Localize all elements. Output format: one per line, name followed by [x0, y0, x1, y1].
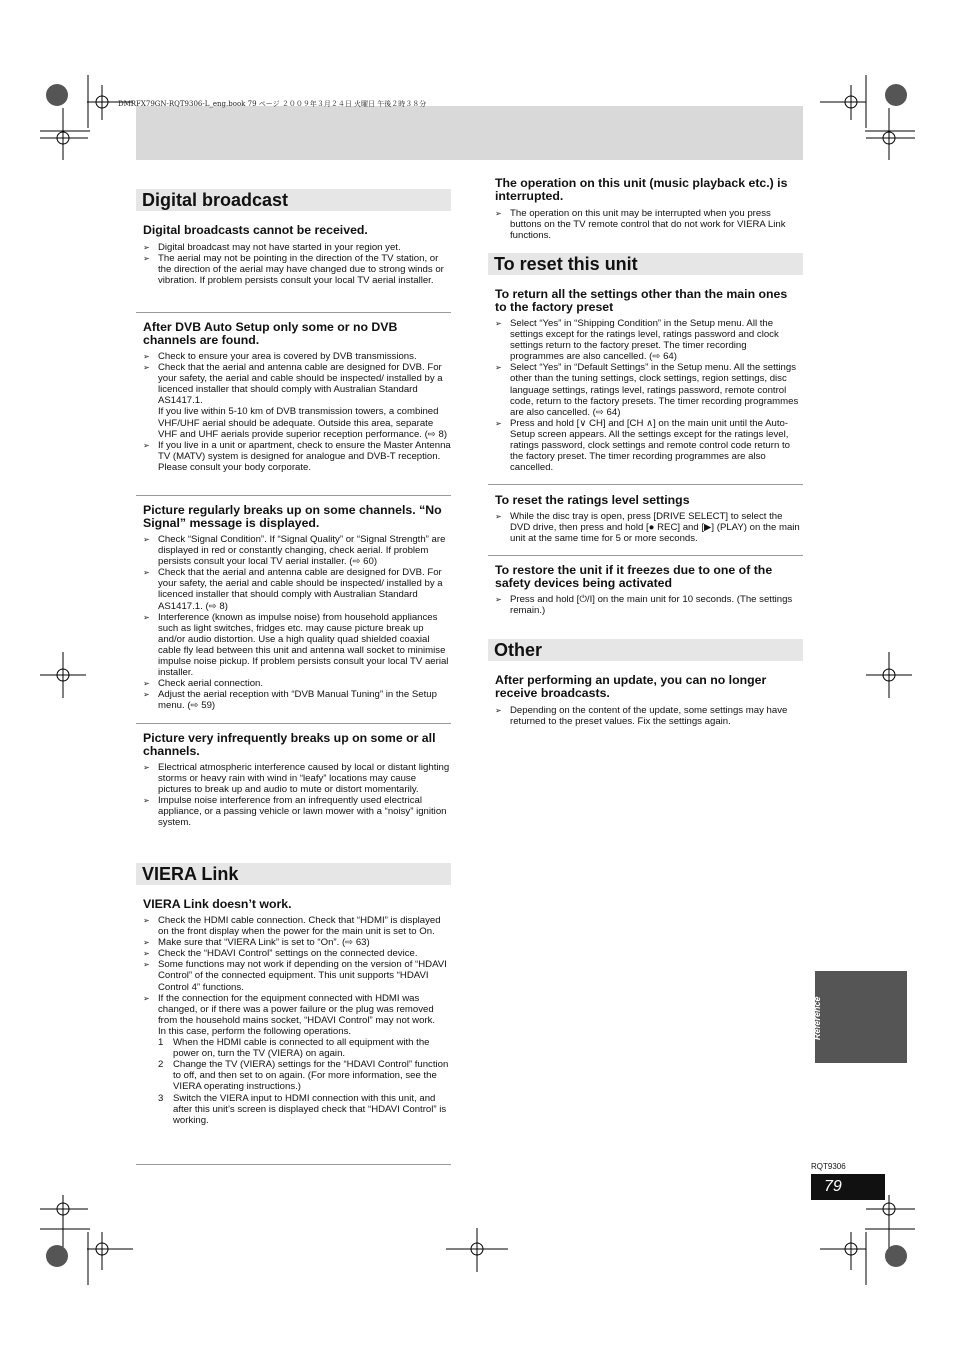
list-item-text: ➢ Check that the aerial and antenna cable are designed for DVB. For your safety, the aerial and cable should be inspected/ installed by a licenced installer that should comply with Australian Standard AS1417.1.	[158, 362, 443, 407]
header-band	[136, 106, 803, 160]
divider	[136, 495, 451, 496]
list-item: ➢ Adjust the aerial reception with “DVB Manual Tuning” in the Setup menu. (⇨ 59)	[143, 689, 451, 711]
list-item: ➢ Select “Yes” in “Default Settings” in the Setup menu. All the settings other than the tuning settings, clock settings, region settings, disc language settings, ratings level, ratings password, remote control code, return to the factory presets. The timer recording programmes are also cancelled. (⇨ 64)	[495, 362, 802, 417]
factory-preset-title: To return all the settings other than the main ones to the factory preset	[495, 287, 788, 314]
list-item-text: If you live within 5-10 km of DVB transmission towers, a combined VHF/UHF aerial should be adequate. Outside this area, separate VHF and UHF aerials provide superior reception performance. (⇨ 8)	[158, 406, 448, 440]
list-item: ➢ Depending on the content of the update, some settings may have returned to the preset values. Fix the settings again.	[495, 705, 802, 727]
picture-infrequent-list	[143, 762, 451, 829]
divider	[136, 312, 451, 313]
section-other-title: Other	[488, 639, 803, 661]
divider	[136, 1164, 451, 1165]
step-text: Switch the VIERA input to HDMI connection with this unit, and after this unit’s screen is displayed check that “HDAVI Control” is working.	[173, 1092, 447, 1126]
step-item	[158, 1093, 451, 1126]
list-item: ➢ Check that the aerial and antenna cable are designed for DVB. For your safety, the aerial and cable should be inspected/ installed by a licenced installer that should comply with Australian Standard AS1417.1. (⇨ 8)	[143, 567, 451, 611]
list-item: ➢ Electrical atmospheric interference caused by local or distant lighting storms or heavy rain with wind in “leafy” locations may cause pictures to break up and audio to mute or distort momentarily.	[143, 762, 451, 795]
file-header: DMRFX79GN-RQT9306-L_eng.book 79 ページ ２００９年３月２４日 火曜日 午後２時３８分	[118, 100, 427, 108]
dvb-auto-setup-title: After DVB Auto Setup only some or no DVB channels are found.	[143, 320, 398, 347]
list-item	[143, 362, 451, 440]
list-item: ➢ Some functions may not work if depending on the version of “HDAVI Control” of the connected equipment. This unit supports “HDAVI Control 4” functions.	[143, 959, 451, 992]
viera-not-working-title: VIERA Link doesn’t work.	[143, 897, 292, 911]
list-item: ➢ If you live in a unit or apartment, check to ensure the Master Antenna TV (MATV) system is designed for analogue and DVB-T reception. Please consult your body corporate.	[143, 440, 451, 473]
list-item: ➢ Check the HDMI cable connection. Check that “HDMI” is displayed on the front display when the power for the main unit is set to On.	[143, 915, 451, 937]
list-item: ➢ Check to ensure your area is covered by DVB transmissions.	[143, 351, 451, 362]
list-item: ➢ Impulse noise interference from an infrequently used electrical appliance, or a passing vehicle or lawn mower with a “noisy” ignition system.	[143, 795, 451, 828]
section-reset-title: To reset this unit	[488, 253, 803, 275]
list-item: ➢ The operation on this unit may be interrupted when you press buttons on the TV remote control that do not work for VIERA Link functions.	[495, 208, 802, 241]
list-item: ➢ Digital broadcast may not have started in your region yet.	[143, 242, 451, 253]
list-item: ➢ The aerial may not be pointing in the direction of the TV station, or the direction of the aerial may have changed due to strong winds or vibration. If problem persists consult your local TV aerial installer.	[143, 253, 451, 286]
list-item-text: In this case, perform the following operations.	[158, 1025, 352, 1037]
after-update-list	[495, 705, 802, 727]
reference-tab-label: Reference	[812, 996, 822, 1040]
factory-preset-list	[495, 318, 802, 473]
viera-not-working-list	[143, 915, 451, 1126]
list-item: ➢ Check the “HDAVI Control” settings on the connected device.	[143, 948, 451, 959]
list-item: ➢ Make sure that “VIERA Link” is set to “On”. (⇨ 63)	[143, 937, 451, 948]
freeze-restore-list	[495, 594, 802, 616]
step-number: 1	[158, 1037, 164, 1049]
digital-no-reception-title: Digital broadcasts cannot be received.	[143, 223, 368, 237]
freeze-restore-title: To restore the unit if it freezes due to one of the safety devices being activated	[495, 563, 773, 590]
ratings-reset-list	[495, 511, 802, 544]
list-item: ➢ Check aerial connection.	[143, 678, 451, 689]
dvb-auto-setup-list	[143, 351, 451, 473]
list-item	[143, 993, 451, 1126]
section-digital-broadcast-title: Digital broadcast	[136, 189, 451, 211]
viera-steps	[158, 1037, 451, 1126]
picture-breaks-up-title: Picture regularly breaks up on some channels. “No Signal” message is displayed.	[143, 503, 442, 530]
picture-infrequent-title: Picture very infrequently breaks up on some or all channels.	[143, 731, 436, 758]
operation-interrupted-title: The operation on this unit (music playback etc.) is interrupted.	[495, 176, 788, 203]
list-item: ➢ Check “Signal Condition”. If “Signal Quality” or “Signal Strength” are displayed in red or constantly changing, check aerial. If problem persists consult your local TV aerial installer. (⇨ 60)	[143, 534, 451, 567]
list-item: ➢ Press and hold [⏻/I] on the main unit for 10 seconds. (The settings remain.)	[495, 594, 802, 616]
reference-tab	[815, 971, 907, 1063]
step-item	[158, 1059, 451, 1092]
divider	[488, 484, 803, 485]
digital-no-reception-list	[143, 242, 451, 286]
list-item: ➢ Interference (known as impulse noise) from household appliances such as light switches, fridges etc. may cause picture break up and/or audio distortion. Use a high quality quad shielded coaxial cable fly lead between this unit and antenna wall socket to minimise impulse noise pickup. If problem persists consult your local TV aerial installer.	[143, 612, 451, 679]
list-item: ➢ Press and hold [∨ CH] and [CH ∧] on the main unit until the Auto-Setup screen appears. All the settings except for the ratings level, ratings password, clock settings and remote control code return to the factory preset. The timer recording programmes are also cancelled.	[495, 418, 802, 473]
step-number: 3	[158, 1092, 164, 1104]
divider	[136, 723, 451, 724]
step-item	[158, 1037, 451, 1059]
operation-interrupted-list	[495, 208, 802, 241]
ratings-reset-title: To reset the ratings level settings	[495, 493, 690, 507]
step-number: 2	[158, 1059, 164, 1071]
list-item: ➢ While the disc tray is open, press [DRIVE SELECT] to select the DVD drive, then press and hold [● REC] and [▶] (PLAY) on the main unit at the same time for 5 or more seconds.	[495, 511, 802, 544]
page-number: 79	[811, 1174, 885, 1200]
after-update-title: After performing an update, you can no longer receive broadcasts.	[495, 673, 767, 700]
picture-breaks-up-list	[143, 534, 451, 712]
section-viera-link-title: VIERA Link	[136, 863, 451, 885]
step-text: Change the TV (VIERA) settings for the “HDAVI Control” function to off, and then set to on again. (For more information, see the VIERA operating instructions.)	[173, 1059, 449, 1093]
divider	[488, 555, 803, 556]
document-code: RQT9306	[811, 1162, 846, 1171]
list-item-text: ➢ If the connection for the equipment connected with HDMI was changed, or if there was a power failure or the plug was removed from the household mains socket, “HDAVI Control” may not work.	[158, 992, 436, 1026]
step-text: When the HDMI cable is connected to all equipment with the power on, turn the TV (VIERA) on again.	[173, 1037, 430, 1060]
list-item: ➢ Select “Yes” in “Shipping Condition” in the Setup menu. All the settings except for the ratings level, ratings password and clock settings return to the factory preset. The timer recording programmes are also cancelled. (⇨ 64)	[495, 318, 802, 362]
